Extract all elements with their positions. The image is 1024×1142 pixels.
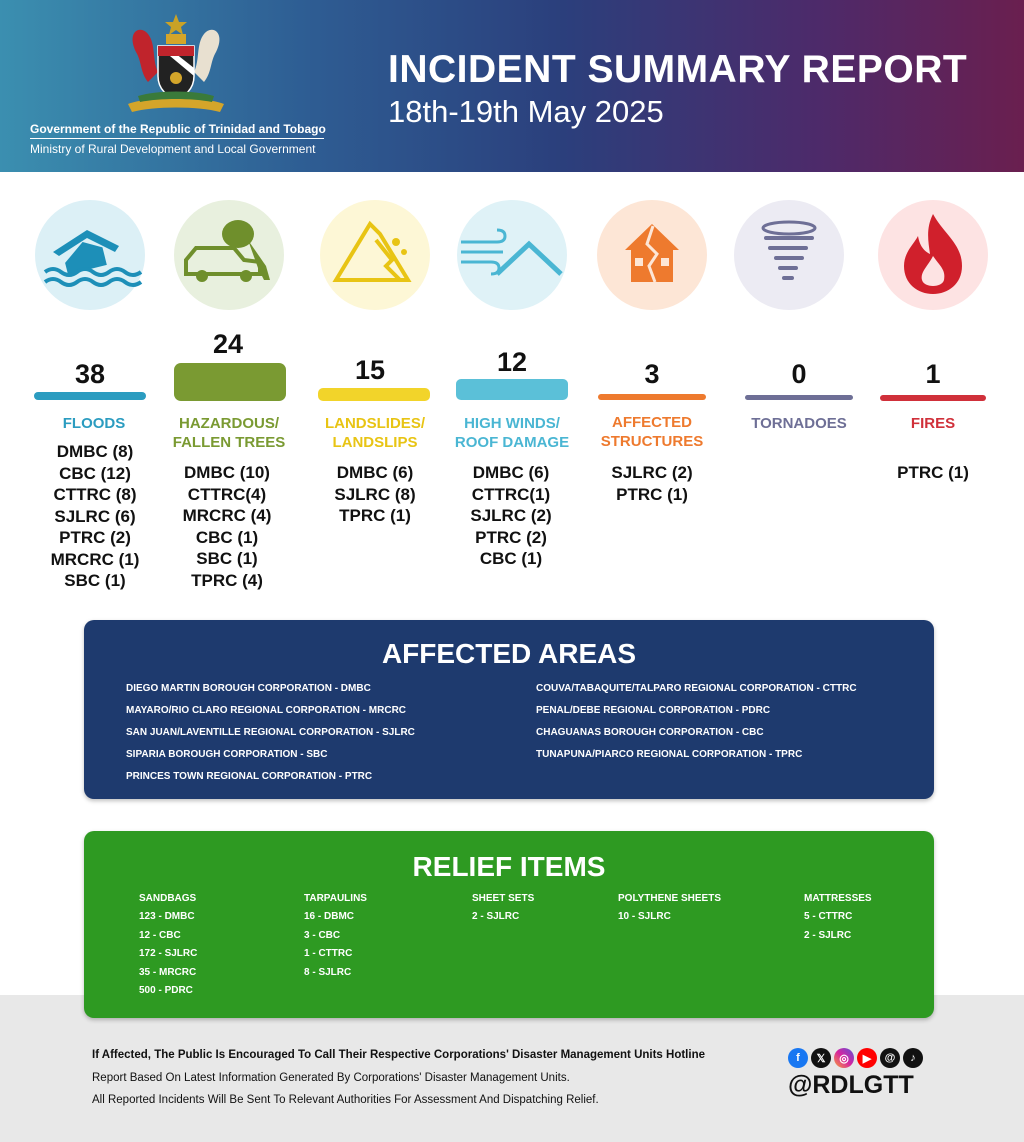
list-item: DMBC (10) (184, 463, 270, 482)
tornadoes-label: TORNADOES (751, 415, 847, 432)
list-item: CTTRC(1) (471, 484, 551, 504)
list-item: CTTRC (8) (53, 485, 137, 504)
fires-bar (880, 395, 986, 401)
list-item: PTRC (1) (897, 463, 969, 482)
list-item: PTRC (2) (475, 527, 547, 547)
relief-column-tarpaulins (304, 893, 367, 985)
list-item: TPRC (4) (191, 570, 263, 590)
relief-items-title: RELIEF ITEMS (412, 851, 606, 882)
area-item: DIEGO MARTIN BOROUGH CORPORATION - DMBC (126, 683, 371, 694)
trees-list (152, 462, 302, 591)
relief-item: 1 - CTTRC (304, 948, 353, 959)
list-item: DMBC (8) (56, 442, 134, 461)
coat-of-arms-logo (118, 12, 234, 118)
landslides-count: 15 (354, 355, 386, 385)
tiktok-icon[interactable]: ♪ (903, 1048, 923, 1068)
area-item: SIPARIA BOROUGH CORPORATION - SBC (126, 749, 328, 760)
flood-house-icon (35, 200, 145, 310)
list-item: SJLRC (8) (334, 484, 416, 504)
fire-icon (878, 200, 988, 310)
affected-areas-panel (84, 620, 934, 799)
list-item: CBC (1) (479, 549, 543, 568)
relief-item: 3 - CBC (304, 929, 341, 941)
area-item: PRINCES TOWN REGIONAL CORPORATION - PTRC (126, 771, 373, 782)
wind-roof-icon (457, 200, 567, 310)
relief-heading: MATTRESSES (804, 893, 872, 904)
list-item: SBC (1) (64, 571, 126, 590)
ministry-name: Ministry of Rural Development and Local Government (30, 142, 316, 156)
tornadoes-bar (745, 395, 853, 400)
fires-list (858, 462, 1008, 484)
area-item: TUNAPUNA/PIARCO REGIONAL CORPORATION - TPRC (536, 749, 803, 760)
list-item: CBC (12) (59, 463, 131, 483)
affected-areas-title: AFFECTED AREAS (381, 638, 637, 669)
list-item: SJLRC (2) (470, 506, 552, 525)
youtube-icon[interactable]: ▶ (857, 1048, 877, 1068)
relief-item: 500 - PDRC (139, 985, 193, 996)
relief-item: 12 - CBC (139, 929, 181, 941)
social-icons (788, 1048, 923, 1068)
fires-count: 1 (925, 359, 941, 389)
list-item: SJLRC (6) (54, 506, 136, 526)
x-icon[interactable]: 𝕏 (811, 1048, 831, 1068)
area-item: COUVA/TABAQUITE/TALPARO REGIONAL CORPORATION - CTTRC (536, 683, 857, 694)
list-item: MRCRC (1) (50, 549, 140, 569)
structures-list (577, 462, 727, 505)
report-dates: 18th-19th May 2025 (388, 94, 664, 129)
relief-item: 8 - SJLRC (304, 966, 352, 978)
trees-bar (174, 363, 286, 401)
relief-item: 2 - SJLRC (804, 929, 852, 941)
floods-list (20, 441, 170, 592)
structures-bar (598, 394, 706, 400)
relief-heading: POLYTHENE SHEETS (618, 893, 721, 904)
relief-item: 10 - SJLRC (618, 911, 671, 922)
relief-items-panel (84, 831, 934, 1018)
header-divider (30, 138, 324, 139)
area-item: PENAL/DEBE REGIONAL CORPORATION - PDRC (536, 705, 771, 716)
list-item: TPRC (1) (339, 506, 411, 525)
winds-list (436, 462, 586, 570)
fires-label: FIRES (910, 415, 956, 432)
list-item: SJLRC (2) (611, 463, 693, 482)
list-item: DMBC (6) (336, 463, 414, 482)
relief-item: 172 - SJLRC (139, 948, 198, 959)
facebook-icon[interactable]: f (788, 1048, 808, 1068)
list-item: PTRC (1) (616, 484, 688, 504)
landslides-bar (318, 388, 430, 401)
area-item: MAYARO/RIO CLARO REGIONAL CORPORATION - MRCRC (126, 705, 407, 716)
relief-heading: SHEET SETS (472, 893, 535, 904)
list-item: CTTRC(4) (187, 484, 267, 504)
footer-hotline-note: If Affected, The Public Is Encouraged To Call Their Respective Corporations' Disaster Management Units Hotline (92, 1049, 705, 1061)
relief-column-sheet-sets (472, 893, 534, 930)
winds-label: HIGH WINDS/ ROOF DAMAGE (454, 415, 570, 451)
structures-label: AFFECTED STRUCTURES (600, 414, 704, 450)
threads-icon[interactable]: @ (880, 1048, 900, 1068)
social-handle[interactable]: @RDLGTT (788, 1071, 914, 1099)
list-item: PTRC (2) (59, 528, 131, 547)
area-item: SAN JUAN/LAVENTILLE REGIONAL CORPORATION - SJLRC (126, 727, 415, 738)
landslide-icon (320, 200, 430, 310)
fallen-tree-car-icon (174, 200, 284, 310)
area-item: CHAGUANAS BOROUGH CORPORATION - CBC (536, 727, 764, 738)
floods-label: FLOODS (62, 415, 126, 432)
tornado-icon (734, 200, 844, 310)
footer-dispatch-note: All Reported Incidents Will Be Sent To Relevant Authorities For Assessment And Dispatching Relief. (92, 1094, 599, 1106)
landslides-label: LANDSLIDES/ LANDSLIPS (324, 415, 425, 451)
relief-item: 16 - DBMC (304, 911, 355, 922)
structures-count: 3 (644, 359, 660, 389)
relief-item: 2 - SJLRC (472, 911, 520, 922)
floods-count: 38 (74, 359, 106, 389)
trees-count: 24 (212, 329, 244, 359)
relief-heading: SANDBAGS (139, 893, 197, 904)
winds-count: 12 (496, 347, 528, 377)
relief-item: 35 - MRCRC (139, 966, 197, 978)
list-item: SBC (1) (196, 549, 258, 568)
tornadoes-count: 0 (791, 359, 807, 389)
list-item: DMBC (6) (472, 463, 550, 482)
header-banner (0, 0, 1024, 172)
winds-bar (456, 379, 568, 400)
damaged-house-icon (597, 200, 707, 310)
list-item: CBC (1) (195, 527, 259, 547)
relief-column-mattresses (804, 893, 872, 948)
relief-item: 123 - DMBC (139, 911, 195, 922)
relief-heading: TARPAULINS (304, 893, 367, 904)
report-title: INCIDENT SUMMARY REPORT (388, 48, 968, 91)
relief-item: 5 - CTTRC (804, 911, 853, 922)
floods-bar (34, 392, 146, 400)
landslides-list (300, 462, 450, 527)
list-item: MRCRC (4) (182, 506, 272, 525)
relief-column-sandbags (139, 893, 197, 1004)
trees-label: HAZARDOUS/ FALLEN TREES (172, 415, 286, 451)
government-name: Government of the Republic of Trinidad and Tobago (30, 122, 326, 136)
instagram-icon[interactable]: ◎ (834, 1048, 854, 1068)
footer-source-note: Report Based On Latest Information Generated By Corporations' Disaster Management Units. (92, 1072, 570, 1084)
relief-column-polythene-sheets (618, 893, 721, 930)
